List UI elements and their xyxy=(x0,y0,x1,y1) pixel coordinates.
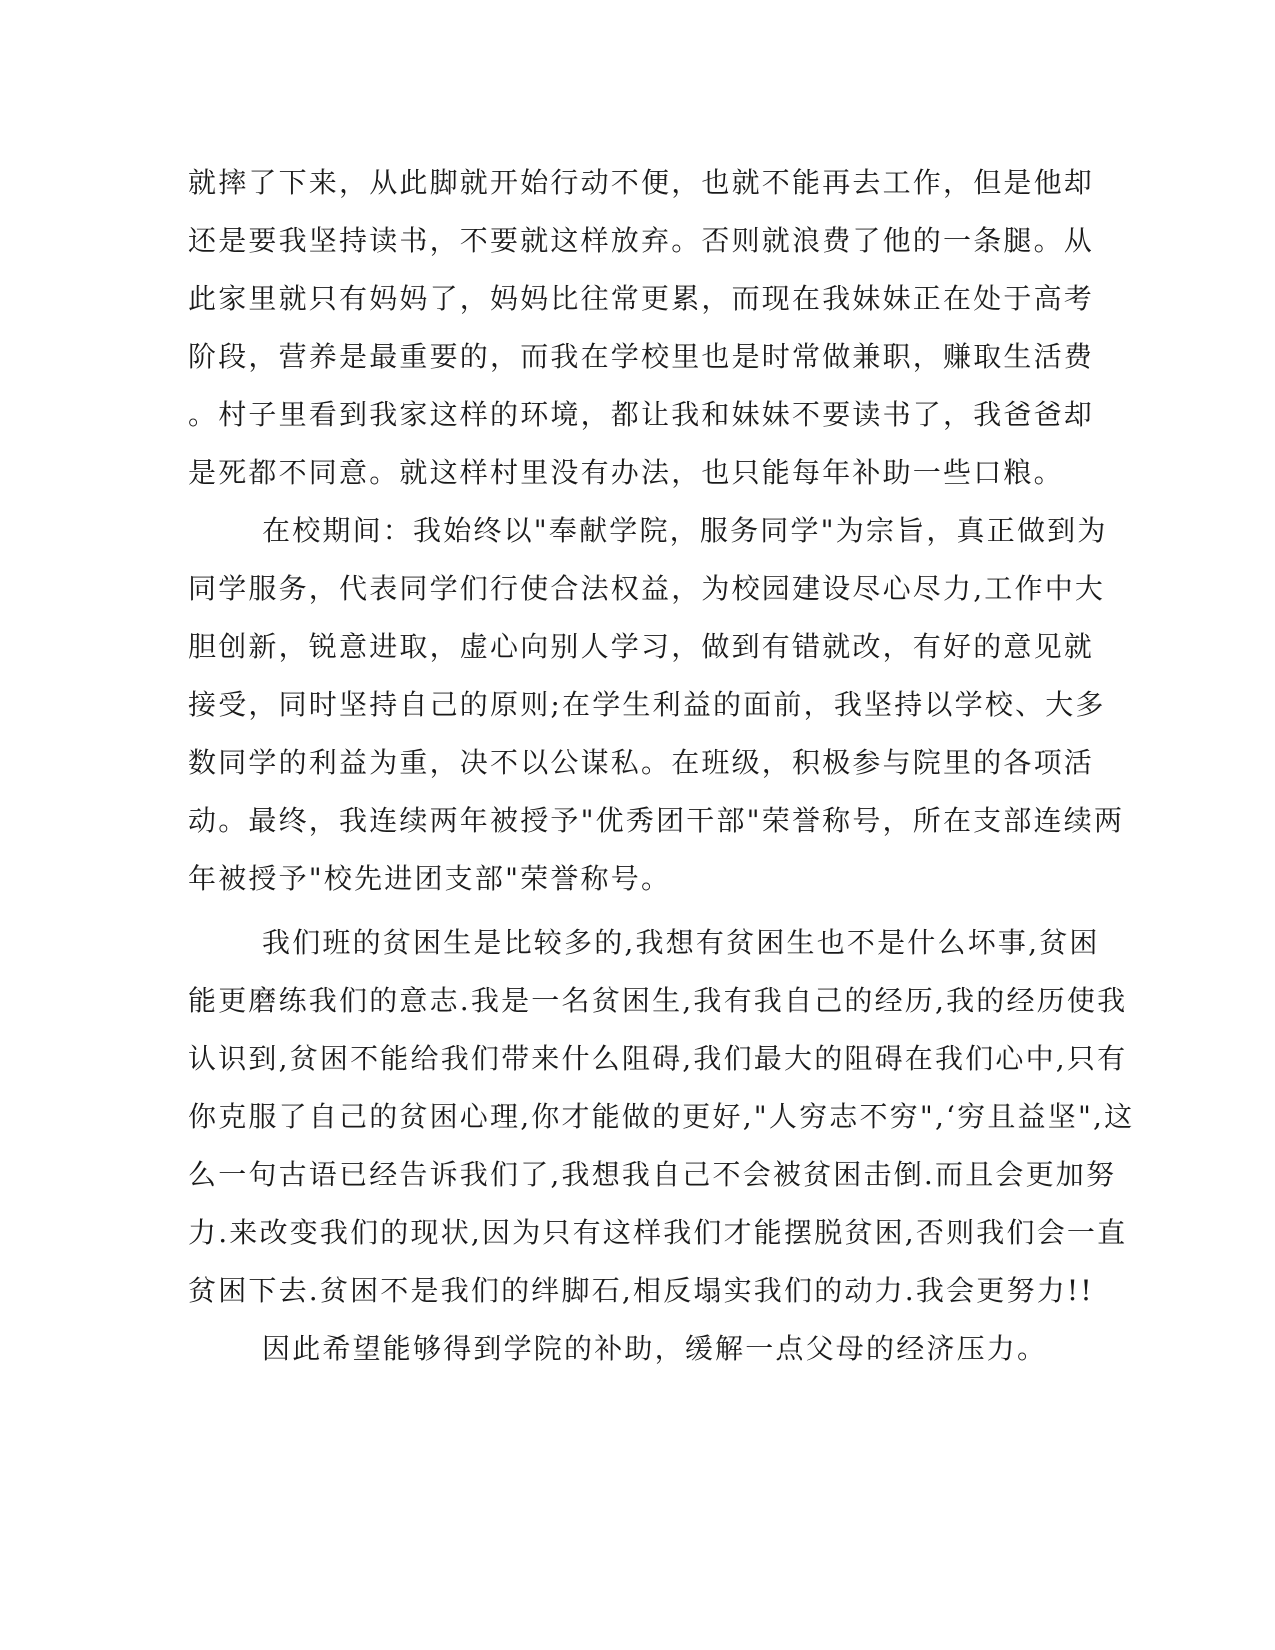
text-line: 贫困下去.贫困不是我们的绊脚石,相反塌实我们的动力.我会更努力!! xyxy=(188,1274,1094,1307)
text-line: 胆创新，锐意进取，虚心向别人学习，做到有错就改，有好的意见就 xyxy=(188,630,1095,663)
text-line: 能更磨练我们的意志.我是一名贫困生,我有我自己的经历,我的经历使我 xyxy=(188,984,1128,1017)
text-line: 还是要我坚持读书，不要就这样放弃。否则就浪费了他的一条腿。从 xyxy=(188,224,1095,257)
text-line: 是死都不同意。就这样村里没有办法，也只能每年补助一些口粮。 xyxy=(188,456,1064,489)
text-line: 力.来改变我们的现状,因为只有这样我们才能摆脱贫困,否则我们会一直 xyxy=(188,1216,1128,1249)
text-line: 动。最终，我连续两年被授予"优秀团干部"荣誉称号，所在支部连续两 xyxy=(188,804,1125,837)
text-line: 数同学的利益为重，决不以公谋私。在班级，积极参与院里的各项活 xyxy=(188,746,1095,779)
text-line: 年被授予"校先进团支部"荣誉称号。 xyxy=(188,862,672,895)
text-line: 此家里就只有妈妈了，妈妈比往常更累，而现在我妹妹正在处于高考 xyxy=(188,282,1095,315)
text-line: 阶段，营养是最重要的，而我在学校里也是时常做兼职，赚取生活费 xyxy=(188,340,1095,373)
text-line: 就摔了下来，从此脚就开始行动不便，也就不能再去工作，但是他却 xyxy=(188,166,1095,199)
text-line: 你克服了自己的贫困心理,你才能做的更好,"人穷志不穷",‘穷且益坚",这 xyxy=(188,1100,1135,1133)
paragraph-first-line: 因此希望能够得到学院的补助，缓解一点父母的经济压力。 xyxy=(262,1332,1048,1365)
text-line: 么一句古语已经告诉我们了,我想我自己不会被贫困击倒.而且会更加努 xyxy=(188,1158,1117,1191)
text-line: 认识到,贫困不能给我们带来什么阻碍,我们最大的阻碍在我们心中,只有 xyxy=(188,1042,1128,1075)
text-line: 。村子里看到我家这样的环境，都让我和妹妹不要读书了，我爸爸却 xyxy=(188,398,1095,431)
paragraph-first-line: 我们班的贫困生是比较多的,我想有贫困生也不是什么坏事,贫困 xyxy=(262,926,1100,959)
text-line: 接受，同时坚持自己的原则;在学生利益的面前，我坚持以学校、大多 xyxy=(188,688,1106,721)
paragraph-first-line: 在校期间：我始终以"奉献学院，服务同学"为宗旨，真正做到为 xyxy=(262,514,1108,547)
text-line: 同学服务，代表同学们行使合法权益，为校园建设尽心尽力,工作中大 xyxy=(188,572,1106,605)
